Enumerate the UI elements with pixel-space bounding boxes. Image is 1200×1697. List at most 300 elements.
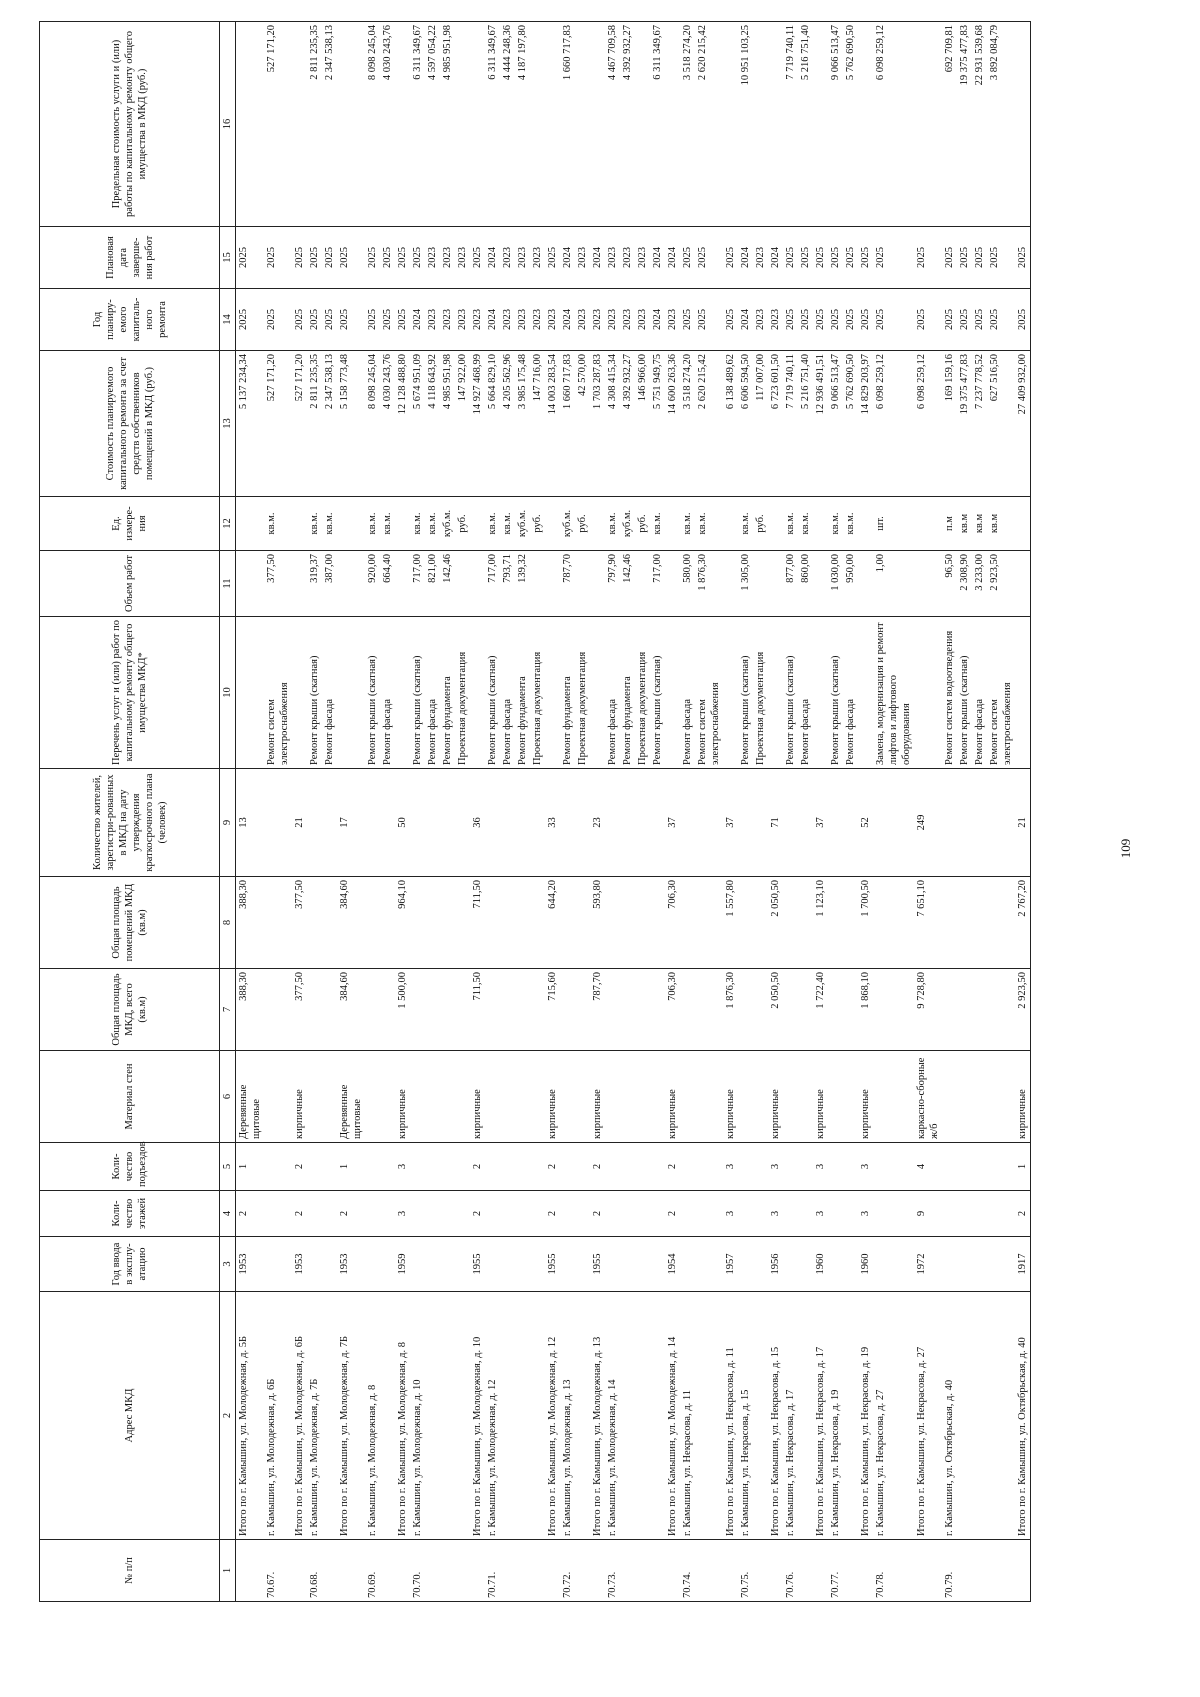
table-cell: 2025 <box>380 227 395 289</box>
table-cell: 1 660 717,83 <box>560 22 575 227</box>
table-cell: Ремонт крыши (скатная) <box>365 617 380 769</box>
table-cell: 2024 <box>410 289 425 351</box>
column-header: Объем работ <box>40 551 220 617</box>
column-header: Коли-чество подъездов <box>40 1143 220 1191</box>
column-number: 11 <box>220 551 236 617</box>
table-cell <box>665 617 680 769</box>
table-cell <box>828 1237 843 1292</box>
table-cell <box>307 969 322 1051</box>
table-cell <box>425 1143 440 1191</box>
table-cell: 2025 <box>365 289 380 351</box>
table-cell: Замена, модернизация и ремонт лифтов и лифтового оборудования <box>873 617 914 769</box>
table-cell: 142,46 <box>620 551 635 617</box>
table-row <box>337 22 365 1602</box>
table-cell <box>425 1292 440 1540</box>
table-cell <box>455 1292 470 1540</box>
table-cell <box>440 1191 455 1237</box>
table-cell: 19 375 477,83 <box>957 351 972 497</box>
table-cell <box>337 1540 365 1602</box>
table-cell <box>455 1143 470 1191</box>
table-row <box>440 22 455 1602</box>
table-cell <box>942 877 957 969</box>
table-cell <box>1015 22 1031 227</box>
table-cell <box>828 969 843 1051</box>
table-cell <box>575 551 590 617</box>
table-cell: г. Камышин, ул. Некрасова, д. 15 <box>738 1292 753 1540</box>
table-cell: 1959 <box>395 1237 410 1292</box>
table-cell <box>768 551 783 617</box>
table-cell: Ремонт фасада <box>425 617 440 769</box>
table-cell <box>914 1540 942 1602</box>
table-cell <box>590 22 605 227</box>
table-cell <box>470 497 485 551</box>
table-cell: 4 985 951,98 <box>440 351 455 497</box>
table-cell: Ремонт крыши (скатная) <box>410 617 425 769</box>
table-cell: 2025 <box>410 227 425 289</box>
table-cell: 7 237 778,52 <box>972 351 987 497</box>
table-cell: 2025 <box>365 227 380 289</box>
table-cell: 6 311 349,67 <box>650 22 665 227</box>
table-cell: 5 751 949,75 <box>650 351 665 497</box>
table-cell: 1 660 717,83 <box>560 351 575 497</box>
table-cell <box>798 769 813 877</box>
table-cell <box>753 1191 768 1237</box>
table-cell <box>942 1051 957 1143</box>
table-cell: 4 205 562,96 <box>500 351 515 497</box>
table-cell: 2025 <box>798 227 813 289</box>
table-cell <box>665 22 680 227</box>
table-cell: 2023 <box>635 227 650 289</box>
table-cell: Ремонт систем водоотведения <box>942 617 957 769</box>
table-cell: 4 <box>914 1143 942 1191</box>
table-cell: 3 518 274,20 <box>680 22 695 227</box>
table-cell <box>380 1540 395 1602</box>
table-cell <box>650 1051 665 1143</box>
table-cell <box>873 1191 914 1237</box>
table-cell: 37 <box>813 769 828 877</box>
column-header: № п/п <box>40 1540 220 1602</box>
table-cell <box>942 1191 957 1237</box>
table-cell <box>337 497 365 551</box>
table-cell: кирпичные <box>665 1051 680 1143</box>
table-cell: 2024 <box>768 227 783 289</box>
table-cell: 3 233,00 <box>972 551 987 617</box>
table-cell: 2 <box>1015 1191 1031 1237</box>
table-cell <box>440 1292 455 1540</box>
table-cell: Проектная документация <box>530 617 545 769</box>
table-cell: 2023 <box>425 227 440 289</box>
table-cell <box>264 1191 292 1237</box>
table-cell <box>605 1051 620 1143</box>
table-cell: Проектная документация <box>455 617 470 769</box>
table-cell: Итого по г. Камышин, ул. Молодежная, д. 7Б <box>337 1292 365 1540</box>
table-cell: 142,46 <box>440 551 455 617</box>
table-cell <box>987 1143 1015 1191</box>
table-cell: Итого по г. Камышин, ул. Некрасова, д. 11 <box>723 1292 738 1540</box>
table-cell: 2 <box>590 1191 605 1237</box>
table-cell: 2 <box>545 1191 560 1237</box>
table-cell: 2025 <box>828 289 843 351</box>
table-cell <box>843 1237 858 1292</box>
table-cell: 70.76. <box>783 1540 798 1602</box>
table-cell <box>972 769 987 877</box>
table-row <box>798 22 813 1602</box>
table-cell <box>695 969 723 1051</box>
table-cell: 70.69. <box>365 1540 380 1602</box>
table-row <box>515 22 530 1602</box>
table-cell: Итого по г. Камышин, ул. Некрасова, д. 19 <box>858 1292 873 1540</box>
table-cell <box>843 1191 858 1237</box>
table-cell <box>380 1237 395 1292</box>
column-number: 1 <box>220 1540 236 1602</box>
table-cell <box>635 1237 650 1292</box>
table-row <box>620 22 635 1602</box>
table-cell: 1972 <box>914 1237 942 1292</box>
table-cell: 2023 <box>545 289 560 351</box>
table-cell: 2 347 538,13 <box>322 22 337 227</box>
table-cell <box>873 877 914 969</box>
table-cell <box>307 1191 322 1237</box>
column-header: Количество жителей, зарегистри-рованных в МКД на дату утверждения краткосрочного плана (человек) <box>40 769 220 877</box>
table-cell: шт. <box>873 497 914 551</box>
table-cell <box>380 969 395 1051</box>
table-cell: 5 664 829,10 <box>485 351 500 497</box>
table-cell <box>530 769 545 877</box>
table-cell: Ремонт фасада <box>972 617 987 769</box>
table-cell: кирпичные <box>395 1051 410 1143</box>
table-cell: 2023 <box>575 289 590 351</box>
table-cell <box>365 969 380 1051</box>
table-cell <box>828 1143 843 1191</box>
table-cell: 8 098 245,04 <box>365 22 380 227</box>
table-cell <box>500 1143 515 1191</box>
table-cell: 1 305,00 <box>738 551 753 617</box>
table-cell <box>753 1143 768 1191</box>
table-cell <box>695 1540 723 1602</box>
table-cell <box>307 877 322 969</box>
table-cell <box>515 1540 530 1602</box>
table-row <box>858 22 873 1602</box>
table-cell <box>264 1051 292 1143</box>
table-cell <box>575 1191 590 1237</box>
table-cell <box>620 969 635 1051</box>
table-cell <box>530 1051 545 1143</box>
table-cell <box>843 877 858 969</box>
table-cell: 9 066 513,47 <box>828 351 843 497</box>
table-cell: г. Камышин, ул. Молодежная, д. 6Б <box>264 1292 292 1540</box>
table-cell: 2023 <box>620 289 635 351</box>
table-cell: 70.70. <box>410 1540 425 1602</box>
table-cell: 2024 <box>650 227 665 289</box>
table-cell <box>843 1292 858 1540</box>
table-cell: 711,50 <box>470 877 485 969</box>
table-cell: кирпичные <box>768 1051 783 1143</box>
table-cell: 42 570,00 <box>575 351 590 497</box>
table-row <box>236 22 265 1602</box>
table-cell <box>753 877 768 969</box>
table-cell <box>873 969 914 1051</box>
table-cell: кв.м. <box>365 497 380 551</box>
table-cell <box>957 1051 972 1143</box>
table-cell <box>545 497 560 551</box>
table-cell <box>365 1191 380 1237</box>
table-cell: 14 003 283,54 <box>545 351 560 497</box>
table-cell <box>425 1540 440 1602</box>
table-cell: 860,00 <box>798 551 813 617</box>
table-cell: руб. <box>575 497 590 551</box>
table-cell: 6 606 594,50 <box>738 351 753 497</box>
table-row <box>530 22 545 1602</box>
table-cell: 7 719 740,11 <box>783 351 798 497</box>
table-cell: 5 762 690,50 <box>843 22 858 227</box>
table-cell: 2023 <box>425 289 440 351</box>
table-cell <box>307 1051 322 1143</box>
table-cell: Ремонт крыши (скатная) <box>650 617 665 769</box>
table-cell <box>635 769 650 877</box>
table-cell: 70.75. <box>738 1540 753 1602</box>
table-cell: 1953 <box>337 1237 365 1292</box>
table-cell: 70.71. <box>485 1540 500 1602</box>
table-cell <box>768 617 783 769</box>
table-cell <box>590 1540 605 1602</box>
table-cell <box>500 1051 515 1143</box>
table-cell <box>575 22 590 227</box>
table-cell: кв.м. <box>783 497 798 551</box>
table-cell <box>575 1292 590 1540</box>
table-cell <box>575 769 590 877</box>
table-cell: Проектная документация <box>753 617 768 769</box>
table-cell <box>798 1540 813 1602</box>
table-cell: 14 600 263,36 <box>665 351 680 497</box>
table-cell: руб. <box>753 497 768 551</box>
column-number: 16 <box>220 22 236 227</box>
table-cell: 2 347 538,13 <box>322 351 337 497</box>
table-cell: 5 674 951,09 <box>410 351 425 497</box>
table-cell <box>987 969 1015 1051</box>
table-row <box>590 22 605 1602</box>
table-cell <box>425 769 440 877</box>
table-cell <box>410 877 425 969</box>
table-cell <box>972 1143 987 1191</box>
table-cell: 527 171,20 <box>264 351 292 497</box>
table-cell: 2024 <box>560 227 575 289</box>
table-cell <box>635 1540 650 1602</box>
column-number: 13 <box>220 351 236 497</box>
table-cell <box>942 769 957 877</box>
table-cell <box>873 1143 914 1191</box>
table-cell: кв.м. <box>307 497 322 551</box>
table-cell: Итого по г. Камышин, ул. Некрасова, д. 27 <box>914 1292 942 1540</box>
column-number: 12 <box>220 497 236 551</box>
table-cell: 950,00 <box>843 551 858 617</box>
table-cell <box>440 877 455 969</box>
table-cell <box>987 1292 1015 1540</box>
table-cell <box>530 551 545 617</box>
table-cell: 3 <box>723 1143 738 1191</box>
table-cell: 821,00 <box>425 551 440 617</box>
table-cell <box>560 969 575 1051</box>
table-cell: Ремонт фундамента <box>620 617 635 769</box>
table-cell <box>753 1540 768 1602</box>
table-cell <box>605 1143 620 1191</box>
table-cell <box>410 769 425 877</box>
table-cell <box>605 1191 620 1237</box>
table-cell: 33 <box>545 769 560 877</box>
table-cell: г. Камышин, ул. Молодежная, д. 7Б <box>307 1292 322 1540</box>
table-cell <box>292 617 307 769</box>
table-cell: 12 936 491,51 <box>813 351 828 497</box>
table-cell <box>635 22 650 227</box>
table-cell: 715,60 <box>545 969 560 1051</box>
table-cell: кв.м. <box>650 497 665 551</box>
table-cell: Ремонт фасада <box>680 617 695 769</box>
table-cell <box>575 969 590 1051</box>
table-cell: 2 <box>545 1143 560 1191</box>
table-cell: 2 308,90 <box>957 551 972 617</box>
column-number: 4 <box>220 1191 236 1237</box>
table-cell: 1954 <box>665 1237 680 1292</box>
table-cell: 12 128 488,80 <box>395 351 410 497</box>
table-cell <box>635 877 650 969</box>
table-cell <box>560 1051 575 1143</box>
table-cell: 2025 <box>972 289 987 351</box>
table-row <box>292 22 307 1602</box>
table-cell: г. Камышин, ул. Октябрьская, д. 40 <box>942 1292 957 1540</box>
table-cell: г. Камышин, ул. Некрасова, д. 27 <box>873 1292 914 1540</box>
table-cell <box>695 1237 723 1292</box>
table-cell <box>650 1237 665 1292</box>
table-cell <box>575 1051 590 1143</box>
table-cell: 527 171,20 <box>292 351 307 497</box>
table-cell <box>365 877 380 969</box>
table-cell <box>425 877 440 969</box>
table-cell: 13 <box>236 769 265 877</box>
table-cell <box>783 1237 798 1292</box>
table-cell: 2025 <box>264 289 292 351</box>
table-cell <box>264 1237 292 1292</box>
table-cell: 593,80 <box>590 877 605 969</box>
table-row <box>753 22 768 1602</box>
table-cell: кирпичные <box>292 1051 307 1143</box>
table-cell <box>545 22 560 227</box>
table-cell: 4 392 932,27 <box>620 22 635 227</box>
table-cell: 2 <box>470 1143 485 1191</box>
column-header: Материал стен <box>40 1051 220 1143</box>
table-cell: кв.м <box>972 497 987 551</box>
table-cell: 2025 <box>307 227 322 289</box>
table-cell <box>575 1540 590 1602</box>
table-cell <box>828 769 843 877</box>
table-cell: 5 158 773,48 <box>337 351 365 497</box>
table-cell <box>957 1237 972 1292</box>
table-cell: 717,00 <box>485 551 500 617</box>
table-cell <box>515 769 530 877</box>
table-cell <box>620 877 635 969</box>
table-cell: 14 829 203,97 <box>858 351 873 497</box>
table-cell: кв.м. <box>695 497 723 551</box>
table-cell <box>620 1292 635 1540</box>
table-cell: 384,60 <box>337 969 365 1051</box>
table-cell: Ремонт фасада <box>798 617 813 769</box>
table-cell: 1 123,10 <box>813 877 828 969</box>
table-cell: 1 <box>1015 1143 1031 1191</box>
table-cell <box>813 1540 828 1602</box>
table-cell: 4 444 248,36 <box>500 22 515 227</box>
table-cell: Ремонт крыши (скатная) <box>485 617 500 769</box>
table-cell: 2 811 235,35 <box>307 22 322 227</box>
table-cell <box>680 1191 695 1237</box>
table-cell: Итого по г. Камышин, ул. Молодежная, д. 12 <box>545 1292 560 1540</box>
table-cell: кирпичные <box>545 1051 560 1143</box>
table-cell: 2025 <box>545 227 560 289</box>
table-cell: 1956 <box>768 1237 783 1292</box>
table-cell <box>783 969 798 1051</box>
column-number: 8 <box>220 877 236 969</box>
table-cell <box>723 617 738 769</box>
table-cell: 377,50 <box>264 551 292 617</box>
table-cell: 3 <box>858 1191 873 1237</box>
table-cell <box>455 551 470 617</box>
table-row <box>768 22 783 1602</box>
table-cell: Ремонт фасада <box>380 617 395 769</box>
table-cell: 6 138 489,62 <box>723 351 738 497</box>
table-cell: 377,50 <box>292 877 307 969</box>
table-cell <box>455 969 470 1051</box>
table-cell: 4 118 643,92 <box>425 351 440 497</box>
table-cell <box>410 1051 425 1143</box>
table-cell <box>395 22 410 227</box>
table-cell: 6 098 259,12 <box>873 22 914 227</box>
table-cell <box>843 969 858 1051</box>
table-cell: 21 <box>1015 769 1031 877</box>
table-cell <box>987 1237 1015 1292</box>
table-cell: 1 030,00 <box>828 551 843 617</box>
table-cell: 50 <box>395 769 410 877</box>
table-cell: 1 500,00 <box>395 969 410 1051</box>
table-cell: Ремонт крыши (скатная) <box>828 617 843 769</box>
table-cell <box>485 1237 500 1292</box>
table-cell <box>858 551 873 617</box>
table-cell <box>307 769 322 877</box>
table-cell <box>858 22 873 227</box>
table-cell <box>560 1143 575 1191</box>
table-cell: 2023 <box>768 289 783 351</box>
table-cell <box>858 1540 873 1602</box>
table-cell: 70.72. <box>560 1540 575 1602</box>
table-cell: руб. <box>530 497 545 551</box>
table-cell: 23 <box>590 769 605 877</box>
table-cell: 2023 <box>753 227 768 289</box>
table-cell: 70.78. <box>873 1540 914 1602</box>
table-cell: кв.м. <box>485 497 500 551</box>
table-cell: 2025 <box>957 227 972 289</box>
table-cell <box>957 1540 972 1602</box>
table-cell <box>723 497 738 551</box>
table-cell <box>972 1237 987 1292</box>
table-cell: г. Камышин, ул. Молодежная, д. 12 <box>485 1292 500 1540</box>
table-cell: 14 927 468,99 <box>470 351 485 497</box>
column-number: 10 <box>220 617 236 769</box>
table-cell <box>753 769 768 877</box>
table-cell <box>500 1292 515 1540</box>
table-cell: 6 098 259,12 <box>873 351 914 497</box>
table-cell <box>485 877 500 969</box>
table-cell: 2025 <box>914 289 942 351</box>
table-cell <box>545 551 560 617</box>
table-cell <box>530 1292 545 1540</box>
table-cell <box>485 769 500 877</box>
table-cell: 3 <box>858 1143 873 1191</box>
